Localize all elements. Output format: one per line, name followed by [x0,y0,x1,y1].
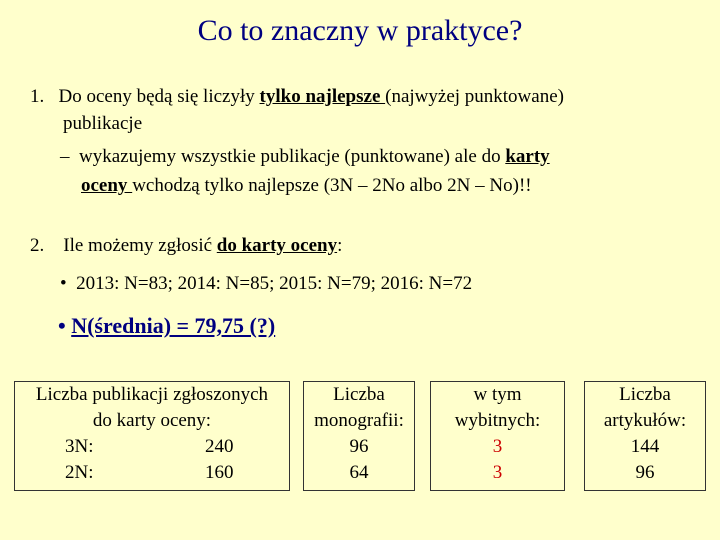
item1-sub-line2 [81,174,532,198]
item2-bullet1 [60,272,472,296]
box4-header2: artykułów: [603,410,687,431]
box4-r2: 96 [635,462,655,483]
item1-emphasis: tylko najlepsze [259,86,386,107]
item1-text-c: (najwyżej punktowane) [385,86,564,107]
item1-sub-line1 [60,145,550,169]
bullet-icon: • [58,313,66,338]
box4-r1: 144 [630,436,660,457]
sub-emphasis-a: karty [505,146,550,167]
box1-r2-value: 160 [205,462,234,483]
item2-number: 2. [30,235,45,256]
box2-r1: 96 [349,436,369,457]
box3-r1: 3 [492,436,503,457]
box3-header1: w tym [473,384,522,405]
box3-r2: 3 [492,462,503,483]
monographs-box [303,381,415,491]
page-title: Co to znaczny w praktyce? [197,14,523,47]
box3-header2: wybitnych: [454,410,541,431]
box4-header1: Liczba [619,384,671,405]
sub-dash: – [60,146,70,167]
box1-header1: Liczba publikacji zgłoszonych [35,384,269,405]
item1-text-a: Do oceny będą się liczyły [58,86,260,107]
item2-bullet2 [58,314,275,338]
sub-emphasis-b: oceny [81,175,133,196]
articles-box [584,381,706,491]
bullet-icon: • [60,273,67,294]
box2-header2: monografii: [314,410,404,431]
sub-text-b: wchodzą tylko najlepsze (3N – 2No albo 2N – No)!! [132,175,532,196]
box1-r1-label: 3N: [65,436,94,457]
submissions-box [14,381,290,491]
bullet1-text: 2013: N=83; 2014: N=85; 2015: N=79; 2016: N=72 [76,273,473,294]
box1-row-2n [15,460,289,486]
item2-text-c: : [337,235,343,256]
box2-r2: 64 [349,462,369,483]
box1-header2: do karty oceny: [92,410,212,431]
item2-emphasis: do karty oceny [216,235,338,256]
box1-row-3n [15,434,289,460]
box1-r1-value: 240 [205,436,234,457]
item1-line2: publikacje [63,113,143,134]
box2-header1: Liczba [333,384,385,405]
item2-text-a: Ile możemy zgłosić [63,235,217,256]
sub-text-a: wykazujemy wszystkie publikacje (punktowane) ale do [79,146,506,167]
box1-r2-label: 2N: [65,462,94,483]
item1-line1 [30,85,564,109]
outstanding-box [430,381,565,491]
bullet2-text: N(średnia) = 79,75 (?) [71,313,276,338]
item2-line1 [30,234,342,258]
item1-number: 1. [30,86,45,107]
